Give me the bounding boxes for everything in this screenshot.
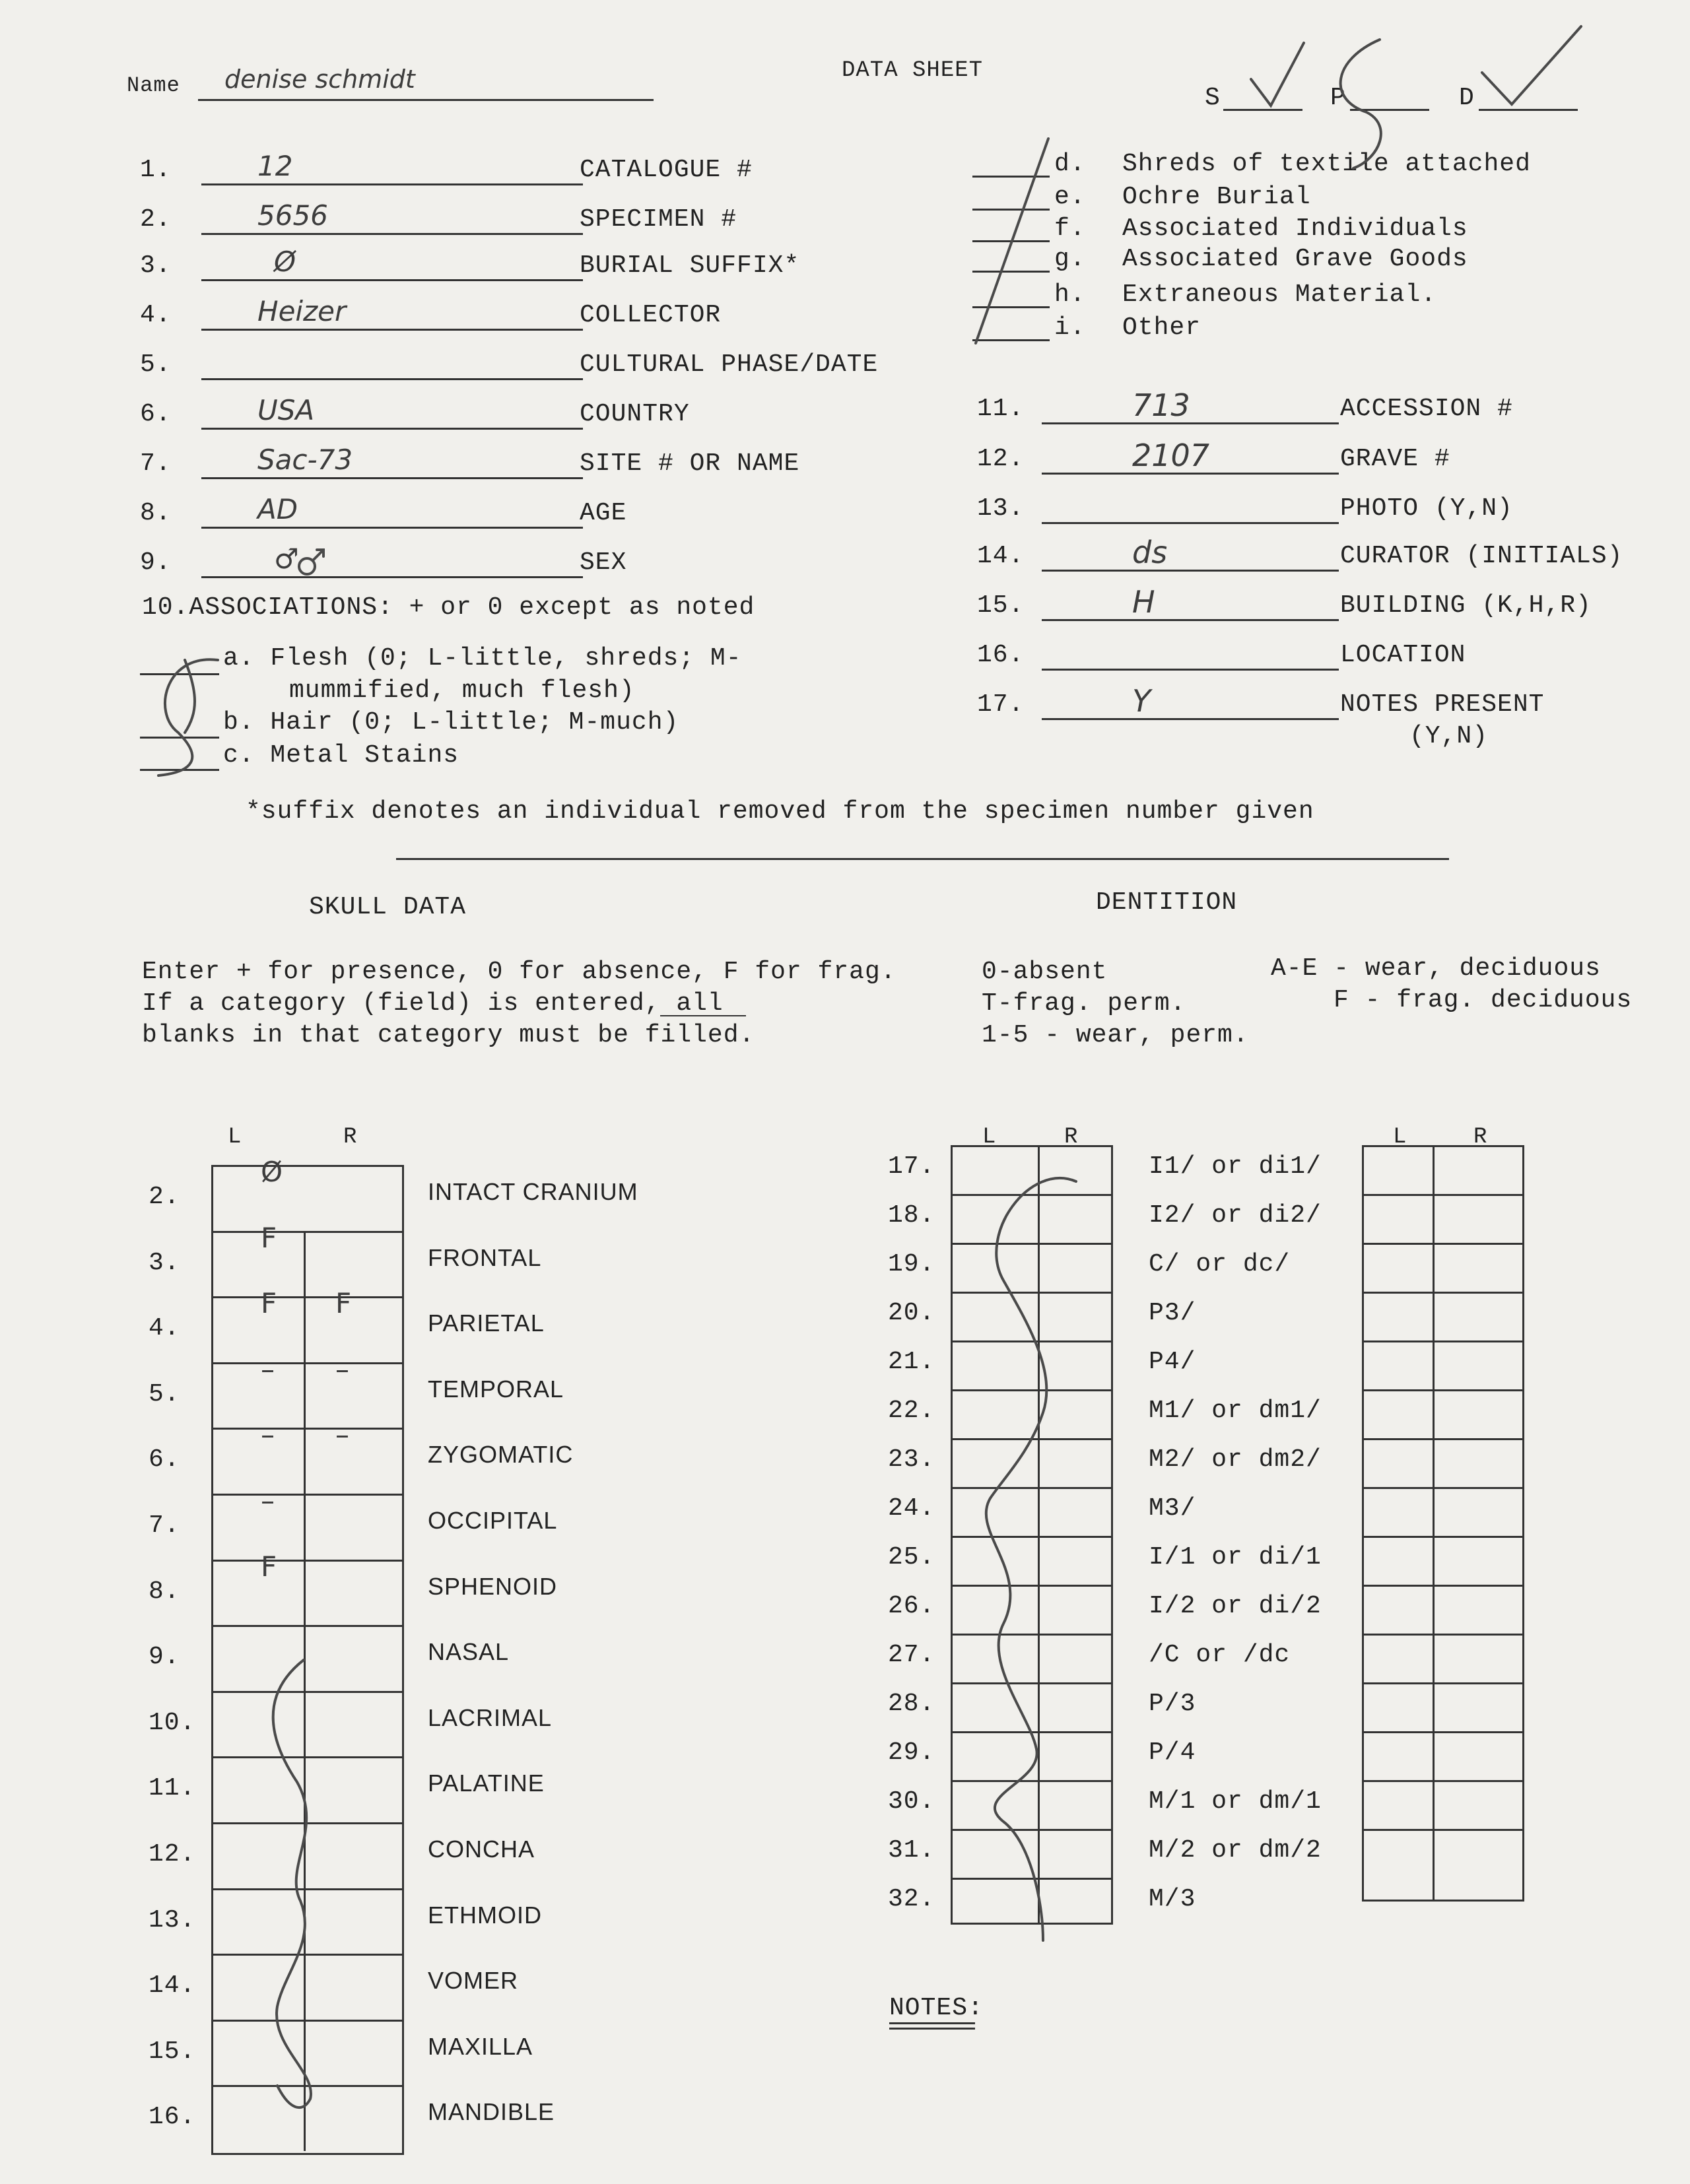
tooth-num: 23. xyxy=(888,1445,935,1474)
tooth-label: M/2 or dm/2 xyxy=(1149,1836,1322,1865)
skull-row-label: LACRIMAL xyxy=(428,1704,553,1731)
field-value[interactable]: H xyxy=(1132,584,1155,620)
skull-row-num: 5. xyxy=(149,1380,180,1408)
assoc-c-label: c. Metal Stains xyxy=(223,741,459,770)
field-label: COUNTRY xyxy=(580,400,690,428)
field-label-2: (Y,N) xyxy=(1409,722,1489,750)
skull-row-label: INTACT CRANIUM xyxy=(428,1178,638,1205)
tooth-num: 29. xyxy=(888,1738,935,1767)
assoc-letter: i. xyxy=(1054,314,1086,342)
tooth-label: P/4 xyxy=(1149,1738,1196,1767)
field-value[interactable]: Heizer xyxy=(257,295,347,327)
tooth-label: /C or /dc xyxy=(1149,1641,1291,1669)
skull-row-num: 13. xyxy=(149,1906,196,1935)
p-label: P xyxy=(1330,84,1346,112)
skull-col-l: L xyxy=(228,1125,242,1150)
skull-row-label: NASAL xyxy=(428,1638,510,1665)
name-label: Name xyxy=(127,73,180,98)
skull-row-label: CONCHA xyxy=(428,1836,535,1863)
teeth-col-l: L xyxy=(982,1125,997,1150)
skull-cell-l[interactable]: F xyxy=(261,1550,277,1583)
tooth-num: 17. xyxy=(888,1152,935,1181)
field-value[interactable]: AD xyxy=(257,493,298,525)
skull-row-label: MANDIBLE xyxy=(428,2098,555,2125)
field-num: 8. xyxy=(140,499,172,527)
assoc-letter: g. xyxy=(1054,245,1086,273)
tooth-num: 32. xyxy=(888,1885,935,1913)
assoc-a-label: a. Flesh (0; L-little, shreds; M- xyxy=(223,644,742,673)
skull-cell-l[interactable]: – xyxy=(261,1353,275,1385)
assoc-letter: h. xyxy=(1054,281,1086,309)
skull-title: SKULL DATA xyxy=(309,893,467,921)
dentition-legend-5: F - frag. deciduous xyxy=(1334,986,1633,1014)
scribble-teeth-icon xyxy=(986,1178,1076,1940)
dentition-legend-4: A-E - wear, deciduous xyxy=(1271,954,1601,983)
skull-row-num: 4. xyxy=(149,1314,180,1342)
skull-row-label: PALATINE xyxy=(428,1770,545,1797)
skull-cell-r[interactable]: F xyxy=(335,1287,352,1319)
scribble-skull-icon xyxy=(273,1660,311,2107)
tooth-label: M/3 xyxy=(1149,1885,1196,1913)
name-value[interactable]: denise schmidt xyxy=(224,65,415,94)
tooth-num: 30. xyxy=(888,1787,935,1816)
skull-row-num: 16. xyxy=(149,2103,196,2131)
scribble-p-icon xyxy=(1341,40,1381,168)
tooth-label: I/1 or di/1 xyxy=(1149,1543,1322,1572)
field-num: 2. xyxy=(140,205,172,234)
skull-row-num: 6. xyxy=(149,1445,180,1474)
tooth-label: M/1 or dm/1 xyxy=(1149,1787,1322,1816)
assoc-letter: d. xyxy=(1054,150,1086,178)
field-num: 15. xyxy=(977,591,1025,620)
field-value[interactable]: ds xyxy=(1132,535,1168,570)
field-label: SPECIMEN # xyxy=(580,205,737,234)
scribble-assoc-icon xyxy=(158,659,218,776)
skull-cell-l[interactable]: F xyxy=(261,1222,277,1254)
skull-cell-l[interactable]: – xyxy=(261,1484,275,1517)
skull-row-num: 15. xyxy=(149,2037,196,2066)
skull-instruction-1: Enter + for presence, 0 for absence, F for frag. xyxy=(142,958,896,986)
tooth-num: 19. xyxy=(888,1250,935,1278)
field-num: 14. xyxy=(977,542,1025,570)
tooth-label: P4/ xyxy=(1149,1348,1196,1376)
assoc-letter: e. xyxy=(1054,183,1086,211)
assoc-label: Associated Grave Goods xyxy=(1122,245,1468,273)
tooth-label: M2/ or dm2/ xyxy=(1149,1445,1322,1474)
skull-row-label: FRONTAL xyxy=(428,1244,542,1271)
field-value[interactable]: 2107 xyxy=(1132,438,1210,473)
field-value[interactable]: USA xyxy=(257,394,315,426)
field-label: AGE xyxy=(580,499,627,527)
skull-cell-l[interactable]: Ø xyxy=(261,1156,283,1188)
dentition-title: DENTITION xyxy=(1096,888,1238,917)
dentition-legend-1: 0-absent xyxy=(982,958,1108,986)
skull-row-label: MAXILLA xyxy=(428,2033,533,2060)
page-title: DATA SHEET xyxy=(842,58,984,83)
associations-title: 10.ASSOCIATIONS: + or 0 except as noted xyxy=(142,593,755,622)
skull-row-label: ETHMOID xyxy=(428,1902,542,1929)
skull-row-num: 9. xyxy=(149,1643,180,1671)
skull-row-label: SPHENOID xyxy=(428,1573,558,1600)
teeth-col-l-2: L xyxy=(1393,1125,1407,1150)
skull-instruction-3: blanks in that category must be filled. xyxy=(142,1021,755,1049)
field-num: 4. xyxy=(140,301,172,329)
assoc-a-label-cont: mummified, much flesh) xyxy=(289,677,635,705)
tooth-num: 20. xyxy=(888,1299,935,1327)
tooth-label: I2/ or di2/ xyxy=(1149,1201,1322,1230)
field-label: SEX xyxy=(580,548,627,577)
assoc-label: Other xyxy=(1122,314,1201,342)
tooth-num: 28. xyxy=(888,1690,935,1718)
tooth-num: 31. xyxy=(888,1836,935,1865)
field-num: 11. xyxy=(977,395,1025,423)
field-num: 17. xyxy=(977,690,1025,719)
skull-row-num: 12. xyxy=(149,1840,196,1869)
skull-instruction-2: If a category (field) is entered, all xyxy=(142,989,724,1018)
tooth-label: P/3 xyxy=(1149,1690,1196,1718)
tooth-label: P3/ xyxy=(1149,1299,1196,1327)
field-label: PHOTO (Y,N) xyxy=(1340,494,1513,523)
skull-row-num: 8. xyxy=(149,1577,180,1606)
teeth-col-r-2: R xyxy=(1473,1125,1488,1150)
tooth-label: I/2 or di/2 xyxy=(1149,1592,1322,1620)
field-num: 7. xyxy=(140,449,172,478)
field-label: BUILDING (K,H,R) xyxy=(1340,591,1592,620)
field-label: CATALOGUE # xyxy=(580,156,753,184)
field-num: 12. xyxy=(977,445,1025,473)
assoc-label: Shreds of textile attached xyxy=(1122,150,1531,178)
s-label: S xyxy=(1205,84,1221,112)
notes-label: NOTES: xyxy=(889,1994,984,2022)
assoc-label: Associated Individuals xyxy=(1122,215,1468,243)
d-label: D xyxy=(1459,84,1475,112)
assoc-label: Ochre Burial xyxy=(1122,183,1311,211)
tooth-num: 26. xyxy=(888,1592,935,1620)
tooth-num: 24. xyxy=(888,1494,935,1523)
tooth-num: 18. xyxy=(888,1201,935,1230)
check-d-icon xyxy=(1482,26,1581,104)
tooth-num: 21. xyxy=(888,1348,935,1376)
dentition-legend-3: 1-5 - wear, perm. xyxy=(982,1021,1249,1049)
skull-row-label: OCCIPITAL xyxy=(428,1507,558,1534)
skull-row-label: VOMER xyxy=(428,1967,519,1994)
field-label: GRAVE # xyxy=(1340,445,1450,473)
skull-cell-r[interactable]: – xyxy=(335,1418,349,1451)
assoc-letter: f. xyxy=(1054,215,1086,243)
tooth-num: 25. xyxy=(888,1543,935,1572)
skull-row-label: TEMPORAL xyxy=(428,1375,564,1403)
field-label: SITE # OR NAME xyxy=(580,449,800,478)
assoc-label: Extraneous Material. xyxy=(1122,281,1437,309)
field-value[interactable]: Sac-73 xyxy=(257,444,353,476)
field-label: ACCESSION # xyxy=(1340,395,1513,423)
field-value[interactable]: 12 xyxy=(257,150,293,182)
skull-row-label: ZYGOMATIC xyxy=(428,1441,574,1468)
field-label: CURATOR (INITIALS) xyxy=(1340,542,1623,570)
dentition-legend-2: T-frag. perm. xyxy=(982,989,1186,1018)
skull-cell-r[interactable]: – xyxy=(335,1353,349,1385)
skull-cell-l[interactable]: F xyxy=(261,1287,277,1319)
suffix-note: *suffix denotes an individual removed from the specimen number given xyxy=(246,797,1314,826)
field-value[interactable]: 5656 xyxy=(257,199,328,232)
tooth-num: 27. xyxy=(888,1641,935,1669)
tooth-label: M1/ or dm1/ xyxy=(1149,1397,1322,1425)
skull-row-num: 11. xyxy=(149,1774,196,1803)
field-label: CULTURAL PHASE/DATE xyxy=(580,350,879,379)
teeth-col-r: R xyxy=(1064,1125,1079,1150)
skull-row-num: 2. xyxy=(149,1183,180,1211)
skull-row-num: 10. xyxy=(149,1709,196,1737)
field-num: 1. xyxy=(140,156,172,184)
field-label: BURIAL SUFFIX* xyxy=(580,251,800,280)
field-num: 9. xyxy=(140,548,172,577)
field-value[interactable]: 713 xyxy=(1132,387,1190,423)
tooth-label: I1/ or di1/ xyxy=(1149,1152,1322,1181)
field-num: 6. xyxy=(140,400,172,428)
skull-cell-l[interactable]: – xyxy=(261,1418,275,1451)
tooth-num: 22. xyxy=(888,1397,935,1425)
skull-row-label: PARIETAL xyxy=(428,1309,545,1337)
strike-assoc-icon xyxy=(976,139,1048,343)
field-label: NOTES PRESENT xyxy=(1340,690,1545,719)
skull-row-num: 3. xyxy=(149,1249,180,1277)
field-label: LOCATION xyxy=(1340,641,1466,669)
skull-col-r: R xyxy=(343,1125,358,1150)
check-s-icon xyxy=(1251,43,1304,106)
field-num: 13. xyxy=(977,494,1025,523)
skull-row-num: 7. xyxy=(149,1511,180,1540)
field-value[interactable]: ♂ xyxy=(274,543,299,575)
tooth-label: M3/ xyxy=(1149,1494,1196,1523)
field-num: 16. xyxy=(977,641,1025,669)
field-value[interactable]: Ø xyxy=(274,246,296,278)
field-label: COLLECTOR xyxy=(580,301,722,329)
tooth-label: C/ or dc/ xyxy=(1149,1250,1291,1278)
field-num: 5. xyxy=(140,350,172,379)
field-num: 3. xyxy=(140,251,172,280)
field-value[interactable]: Y xyxy=(1132,683,1151,719)
assoc-b-label: b. Hair (0; L-little; M-much) xyxy=(223,708,679,737)
skull-row-num: 14. xyxy=(149,1971,196,2000)
